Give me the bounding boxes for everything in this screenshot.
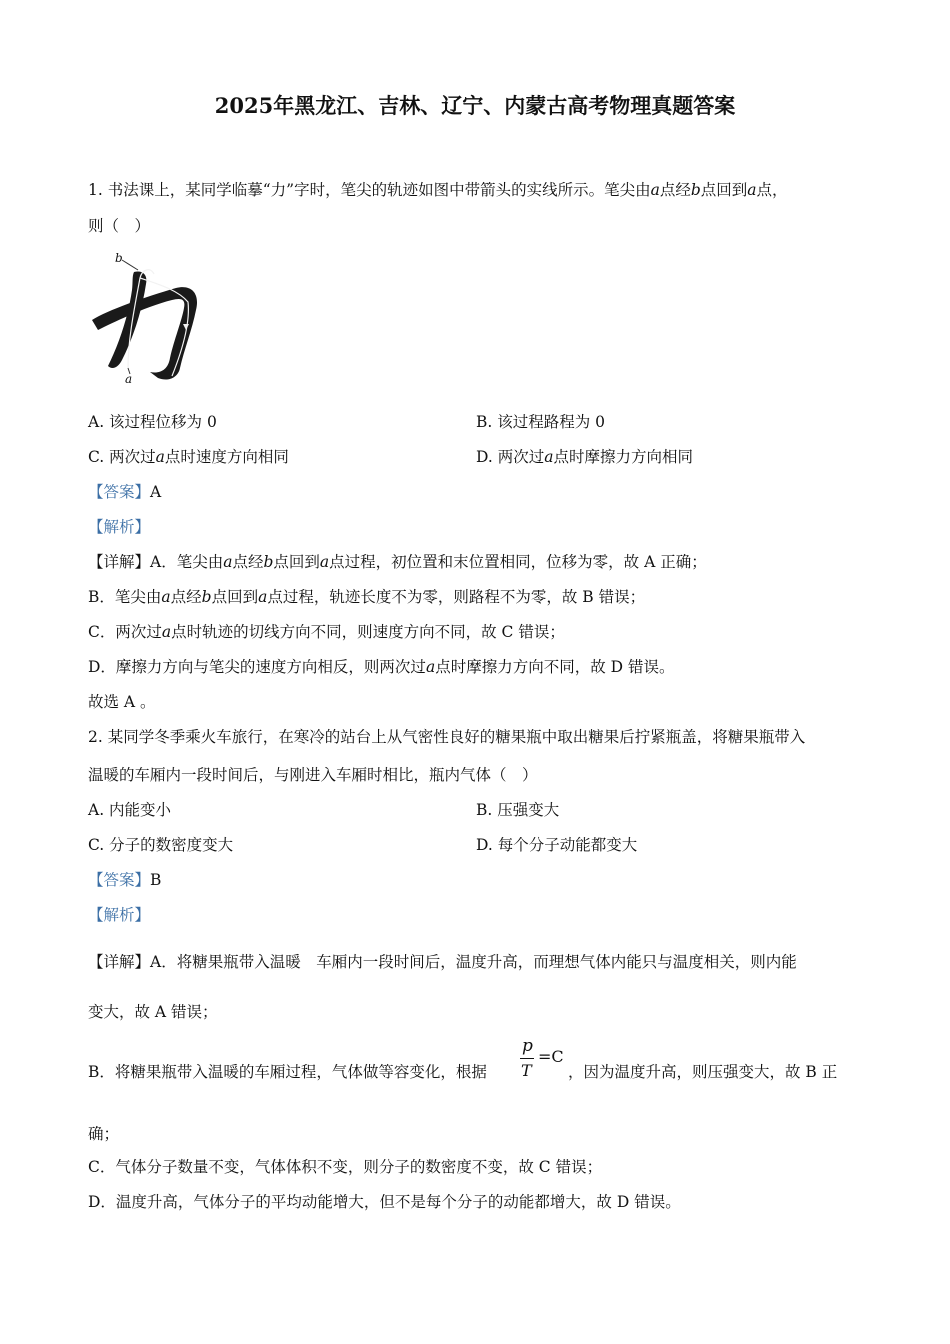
q1-option-b: B. 该过程路程为 0 bbox=[476, 413, 606, 431]
q1-var-a: a bbox=[319, 553, 330, 571]
q1-var-a: a bbox=[161, 623, 172, 641]
q1-stem-line2: 则（ ） bbox=[88, 217, 151, 235]
q2-answer bbox=[88, 870, 161, 890]
q1-analysis-tag: 【解析】 bbox=[88, 518, 151, 536]
q1-var-a: a bbox=[155, 448, 165, 466]
q1-var-b: b bbox=[201, 588, 212, 606]
q1-var-a: a bbox=[425, 658, 436, 676]
q1-stem-text: 点经 bbox=[659, 181, 691, 199]
q1-var-a: a bbox=[544, 448, 554, 466]
q1-detail-4 bbox=[88, 657, 674, 677]
formula-equals-c: =C bbox=[538, 1047, 564, 1066]
detail-text: 点经 bbox=[232, 553, 264, 571]
q1-option-c-text: C. 两次过 bbox=[88, 448, 156, 466]
q1-stem-line1 bbox=[88, 180, 788, 200]
detail-text: 点经 bbox=[170, 588, 202, 606]
li-stroke-diagram bbox=[88, 250, 203, 390]
detail-text: 点时摩擦力方向不同，故 D 错误。 bbox=[435, 658, 675, 676]
detail-text: 点过程，初位置和末位置相同，位移为零，故 A 正确； bbox=[329, 553, 707, 571]
q2-option-b: B. 压强变大 bbox=[476, 801, 560, 819]
answer-value: B bbox=[150, 871, 162, 889]
q2-detail-1: 【详解】A．将糖果瓶带入温暖 车厢内一段时间后，温度升高，而理想气体内能只与温度相关，则内能 bbox=[88, 953, 797, 971]
q2-detail-1b: 变大，故 A 错误； bbox=[88, 1003, 218, 1021]
q1-detail-3 bbox=[88, 622, 565, 642]
detail-text: C．两次过 bbox=[88, 623, 162, 641]
q1-detail-2 bbox=[88, 587, 645, 607]
detail-text: D．摩擦力方向与笔尖的速度方向相反，则两次过 bbox=[88, 658, 426, 676]
q2-option-a: A. 内能变小 bbox=[88, 801, 172, 819]
q2-analysis-tag: 【解析】 bbox=[88, 906, 151, 924]
q2-detail-2b: 确； bbox=[88, 1125, 120, 1143]
q1-option-d bbox=[476, 447, 693, 467]
q1-option-d-text: 点时摩擦力方向相同 bbox=[553, 448, 693, 466]
q1-var-a: a bbox=[650, 181, 660, 199]
q1-stem-text: 1. 书法课上，某同学临摹“力”字时，笔尖的轨迹如图中带箭头的实线所示。笔尖由 bbox=[88, 181, 651, 199]
figure-label-a: a bbox=[125, 372, 133, 386]
detail-text: 点过程，轨迹长度不为零，则路程不为零，故 B 错误； bbox=[267, 588, 646, 606]
q2-detail-3: C．气体分子数量不变，气体体积不变，则分子的数密度不变，故 C 错误； bbox=[88, 1158, 603, 1176]
q1-answer bbox=[88, 482, 161, 502]
q1-var-b: b bbox=[263, 553, 274, 571]
answer-tag: 【答案】 bbox=[88, 483, 151, 501]
q1-detail-1 bbox=[88, 552, 707, 572]
q1-stem-text: 点回到 bbox=[700, 181, 748, 199]
q2-stem-line1: 2. 某同学冬季乘火车旅行，在寒冷的站台上从气密性良好的糖果瓶中取出糖果后拧紧瓶盖，将糖果瓶带入 bbox=[88, 728, 806, 746]
q1-var-a: a bbox=[747, 181, 757, 199]
label-b-leader bbox=[122, 260, 138, 270]
q2-stem-line2: 温暖的车厢内一段时间后，与刚进入车厢时相比，瓶内气体（ ） bbox=[88, 766, 538, 784]
formula-numerator: p bbox=[522, 1036, 533, 1056]
detail-text: 【详解】A．笔尖由 bbox=[88, 553, 224, 571]
q1-var-a: a bbox=[161, 588, 171, 606]
q1-option-a: A. 该过程位移为 0 bbox=[88, 413, 217, 431]
q2-option-c: C. 分子的数密度变大 bbox=[88, 836, 234, 854]
q1-var-a: a bbox=[223, 553, 233, 571]
q1-var-b: b bbox=[690, 181, 701, 199]
formula-denominator: T bbox=[521, 1061, 532, 1080]
detail-text: 点时轨迹的切线方向不同，则速度方向不同，故 C 错误； bbox=[171, 623, 565, 641]
detail-text: 点回到 bbox=[211, 588, 259, 606]
q1-option-c bbox=[88, 447, 289, 467]
q1-option-d-text: D. 两次过 bbox=[476, 448, 545, 466]
answer-tag: 【答案】 bbox=[88, 871, 151, 889]
q2-detail-2-pre: B．将糖果瓶带入温暖的车厢过程，气体做等容变化，根据 bbox=[88, 1063, 487, 1081]
li-character-figure bbox=[88, 250, 203, 390]
q2-detail-4: D．温度升高，气体分子的平均动能增大，但不是每个分子的动能都增大，故 D 错误。 bbox=[88, 1193, 681, 1211]
detail-text: 点回到 bbox=[273, 553, 320, 571]
detail-text: B．笔尖由 bbox=[88, 588, 162, 606]
q2-detail-2-post: ，因为温度升高，则压强变大，故 B 正 bbox=[568, 1063, 838, 1081]
q1-option-c-text: 点时速度方向相同 bbox=[164, 448, 289, 466]
q1-conclusion: 故选 A 。 bbox=[88, 693, 156, 711]
figure-label-b: b bbox=[115, 251, 123, 265]
formula-p-over-t bbox=[518, 1036, 574, 1082]
fraction-bar bbox=[520, 1058, 534, 1059]
q1-stem-text: 点， bbox=[756, 181, 788, 199]
page-title: 2025年黑龙江、吉林、辽宁、内蒙古高考物理真题答案 bbox=[214, 93, 736, 118]
answer-value: A bbox=[150, 483, 162, 501]
q1-var-a: a bbox=[258, 588, 268, 606]
stroke-hook bbox=[92, 287, 197, 379]
q2-option-d: D. 每个分子动能都变大 bbox=[476, 836, 638, 854]
